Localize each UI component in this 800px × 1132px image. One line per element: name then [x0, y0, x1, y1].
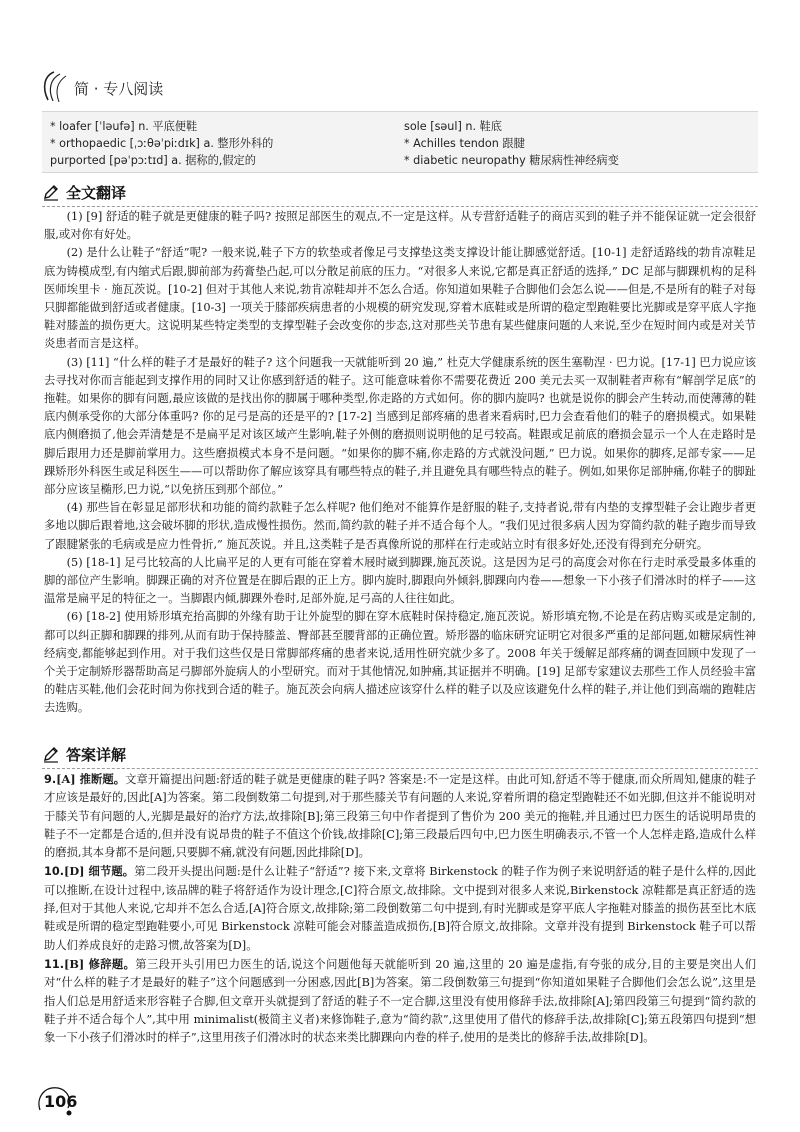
- translation-paragraph: (4) 那些旨在彰显足部形状和功能的简约款鞋子怎么样呢? 他们绝对不能算作是舒服的鞋子,支持者说,带有内垫的支撑型鞋子会让跑步者更多地以脚后跟着地,这会破坏脚的形状,造成慢性损伤。然而,简约款的鞋子并不适合每个人。“我们见过很多病人因为穿简约款的鞋子跑步而导致了跟腱紧张的毛病或是应力性骨折,” 施瓦茨说。并且,这类鞋子是否真像所说的那样在行走或站立时有很多好处,还没有得到充分研究。: [44, 501, 756, 551]
- translation-paragraph: (3) [11] “什么样的鞋子才是最好的鞋子? 这个问题我一天就能听到 20 遍,” 杜克大学健康系统的医生塞勒涅 · 巴力说。[17-1] 巴力说应该去寻找对你而言能起到支撑作用的同时又让你感到舒适的鞋子。这可能意味着你不需要花费近 200 美元去买一双制鞋者声称有“解剖学足底”的拖鞋。如果你的脚有问题,最应该做的是找出你的脚属于哪种类型,你走路的方式如何。你的脚内旋吗? 也就是说你的脚会产生转动,而使薄薄的鞋底内侧承受你的大部分体重吗? 你的足弓是高的还是平的? [17-2] 当感到足部疼痛的患者来看病时,巴力会查看他们的鞋子的磨损模式。如果鞋底内侧磨损了,他会弄清楚是不是扁平足对该区域产生影响,鞋子外侧的磨损则说明他的足弓较高。鞋跟或足前底的磨损会显示一个人在走路时是脚后跟用力还是脚前掌用力。这些磨损模式本身不是问题。“如果你的脚不痛,你走路的方式就没问题,” 巴力说。如果你的脚疼,足部专家——足踝矫形外科医生或足科医生——可以帮助你了解应该穿具有哪些特点的鞋子,并且避免具有哪些特点的鞋子。例如,如果你足部肿痛,你鞋子的脚趾部分应该呈椭形,巴力说,“以免挤压到那个部位。”: [44, 355, 756, 497]
- answer-tag: [A] 推断题。: [56, 772, 126, 786]
- answer-text: 第二段开头提出问题:是什么让鞋子“舒适”? 接下来,文章将 Birkenstock 的鞋子作为例子来说明舒适的鞋子是什么样的,因此可以推断,在设计过程中,该品牌的鞋子将舒适作为设计理念,[C]符合原文,故排除。文中提到对很多人来说,Birkenstock 凉鞋都是真正舒适的选择,但对于其他人来说,它却并不怎么合适,[A]符合原文,故排除;第二段倒数第二句中提到,有时光脚或是穿平底人字拖鞋对膝盖的损伤甚至比木底鞋或是所谓的稳定型跑鞋要小,可见 Birkenstock 凉鞋可能会对膝盖造成损伤,[B]符合原文,故排除。文章并没有提到 Birkenstock 鞋子可以帮助人们养成良好的走路习惯,故答案为[D]。: [44, 865, 757, 952]
- answer-number: 11.: [44, 957, 65, 971]
- vocab-item: * Achilles tendon 跟腱: [404, 137, 525, 150]
- translation-paragraph: (6) [18-2] 使用矫形填充抬高脚的外缘有助于让外旋型的脚在穿木底鞋时保持稳定,施瓦茨说。矫形填充物,不论是在药店购买或是定制的,都可以纠正脚和脚踝的排列,从而有助于保持膝盖、臀部甚至腰背部的正确位置。矫形器的临床研究证明它对很多严重的足部问题,如糖尿病性神经病变,都能够起到作用。对于我们这些仅是日常脚部疼痛的患者来说,适用性研究就少多了。2008 年关于缓解足部疼痛的调查回顾中发现了一个关于定制矫形器帮助高足弓脚部外旋病人的小型研究。而对于其他情况,如肿痛,其证据并不明确。[19] 足部专家建议去那些工作人员经验丰富的鞋店买鞋,他们会花时间为你找到合适的鞋子。施瓦茨会向病人描述应该穿什么样的鞋子以及应该避免什么样的鞋子,并让他们到高端的跑鞋店去选购。: [44, 610, 756, 715]
- vocabulary-box: [42, 111, 758, 173]
- answer-tag: [B] 修辞题。: [64, 956, 136, 971]
- vocab-item: * loafer [ˈləufə] n. 平底便鞋: [50, 120, 198, 133]
- vocab-item: * orthopaedic [ˌɔːθəˈpiːdɪk] a. 整形外科的: [50, 137, 274, 150]
- answer-text: 第三段开头引用巴力医生的话,说这个问题他每天就能听到 20 遍,这里的 20 遍是虚指,有夸张的成分,目的主要是突出人们对“什么样的鞋子才是最好的鞋子”这个问题感到一分困惑,因此[B]为答案。第二段倒数第三句提到“你知道如果鞋子合脚他们会怎么说”,这里是指人们总是用舒适来形容鞋子合脚,但文章开头就提到了舒适的鞋子不一定合脚,这里没有使用修辞手法,故排除[A];第四段第三句提到“简约款的鞋子并不适合每个人”,其中用 minimalist(极简主义者)来修饰鞋子,意为“简约款”,这里使用了借代的修辞手法,故排除[C];第五段第四句提到“想象一下小孩子们滑冰时的样子”,这里用孩子们滑冰时的状态来类比脚踝向内卷的样子,使用的是类比的修辞手法,故排除[D]。: [44, 957, 757, 1045]
- vocab-item: sole [səul] n. 鞋底: [404, 120, 502, 133]
- vocabulary-left-column: [50, 118, 430, 169]
- answer-number: 9.: [44, 773, 57, 786]
- answer-text: 文章开篇提出问题:舒适的鞋子就是更健康的鞋子吗? 答案是:不一定是这样。由此可知,舒适不等于健康,而众所周知,健康的鞋子才应该是最好的,因此[A]为答案。第二段倒数第二句提到,对于那些膝关节有问题的人来说,穿着所谓的稳定型跑鞋还不如光脚,但这并不能说明对于膝关节有问题的人,光脚是最好的治疗方法,故排除[B];第三段第三句中作者提到了售价为 200 美元的拖鞋,并且通过巴力医生的话说明昂贵的鞋子不一定都是合适的,但并没有说昂贵的鞋子不值这个价钱,故排除[C];第三段最后四句中,巴力医生明确表示,不管一个人怎样走路,造成什么样的磨损,其本身都不是问题,只要脚不痛,就没有问题,因此排除[D]。: [44, 773, 756, 860]
- answer-item: [44, 955, 756, 1047]
- chapter-decoration-icon: [40, 70, 70, 104]
- answer-tag: [D] 细节题。: [64, 864, 135, 879]
- translation-heading-text: 全文翻译: [66, 184, 127, 202]
- answers-body: [44, 770, 756, 1047]
- translation-paragraph: (1) [9] 舒适的鞋子就是更健康的鞋子吗? 按照足部医生的观点,不一定是这样。从专营舒适鞋子的商店买到的鞋子并不能保证就一定会很舒服,或对你有好处。: [44, 210, 756, 242]
- translation-paragraph: (5) [18-1] 足弓比较高的人比扁平足的人更有可能在穿着木屐时崴到脚踝,施瓦茨说。这是因为足弓的高度会对你在行走时承受最多体重的脚的部位产生影响。脚踝正确的对齐位置是在脚后跟的正上方。脚内旋时,脚跟向外倾斜,脚踝向内卷——想象一下小孩子们滑冰时的样子——这温常是扁平足的特征之一。当脚跟内倾,脚踝外卷时,足部外旋,足弓高的人往往如此。: [44, 555, 756, 606]
- answer-item: [44, 770, 756, 862]
- vocab-item: purported [pəˈpɔːtɪd] a. 据称的,假定的: [50, 154, 256, 167]
- translation-body: [44, 208, 756, 718]
- translation-heading: [42, 182, 126, 202]
- header-title: 简 · 专八阅读: [74, 80, 164, 98]
- page-header: [40, 70, 760, 106]
- pen-icon: [42, 745, 60, 763]
- page-number: 106: [44, 1092, 78, 1111]
- answer-number: 10.: [44, 865, 65, 879]
- vocab-item: * diabetic neuropathy 糖尿病性神经病变: [404, 154, 619, 167]
- vocabulary-right-column: [404, 118, 744, 169]
- answers-heading-text: 答案详解: [66, 746, 127, 764]
- pen-icon: [42, 183, 60, 201]
- answers-heading: [42, 744, 126, 764]
- translation-paragraph: (2) 是什么让鞋子“舒适”呢? 一般来说,鞋子下方的软垫或者像足弓支撑垫这类支撑设计能让脚感觉舒适。[10-1] 走舒适路线的勃肯凉鞋足底为铸模成型,有内缩式后跟,脚前部为药膏垫凸起,可以分散足前底的压力。“对很多人来说,它都是真正舒适的选择,” DC 足部与脚踝机构的足科医师埃里卡 · 施瓦茨说。[10-2] 但对于其他人来说,勃肯凉鞋却并不怎么合适。你知道如果鞋子合脚他们会怎么说——但是,不是所有的鞋子对每只脚都能做到舒适或者健康。[10-3] 一项关于膝部疾病患者的小规模的研究发现,穿着木底鞋或是所谓的稳定型跑鞋要比光脚或是穿平底人字拖鞋对膝盖的损伤更大。这说明某些特定类型的支撑型鞋子会改变你的步态,这对那些关节患有某些健康问题的人来说,至少在短时间内或是对关节炎患者而言是这样。: [44, 246, 756, 351]
- answer-item: [44, 862, 756, 954]
